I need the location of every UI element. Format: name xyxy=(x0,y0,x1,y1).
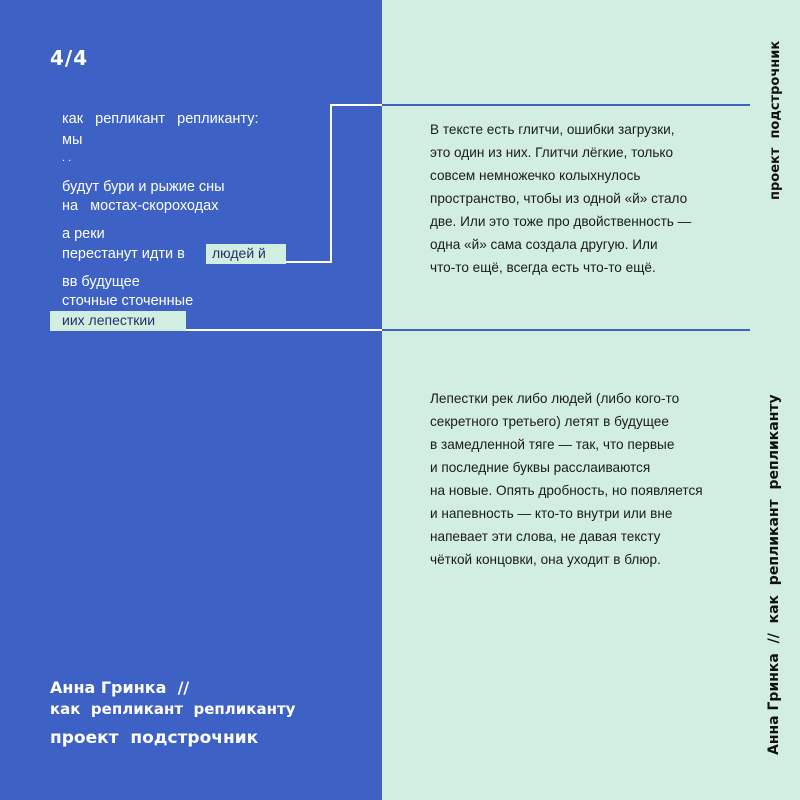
paragraph-line: и напевность — кто-то внутри или вне xyxy=(430,506,673,521)
connector-line xyxy=(382,329,750,331)
commentary-paragraph xyxy=(430,387,750,571)
vertical-project-label: проект подстрочник xyxy=(768,40,783,200)
paragraph-line: в замедленной тяге — так, что первые xyxy=(430,437,675,452)
poem-line: как репликант репликанту: xyxy=(62,111,259,127)
poem-line: вв будущее xyxy=(62,274,140,290)
poem-line: на мостах-скороходах xyxy=(62,198,219,214)
page-counter: 4/4 xyxy=(50,46,89,70)
poem-line: сточные сточенные xyxy=(62,293,194,309)
poem-highlight: иих лепесткии xyxy=(50,311,186,331)
connector-line xyxy=(186,329,382,331)
paragraph-line: В тексте есть глитчи, ошибки загрузки, xyxy=(430,122,675,137)
paragraph-line: секретного третьего) летят в будущее xyxy=(430,414,669,429)
poem-line: перестанут идти в xyxy=(62,246,185,262)
poem-highlight: людей й xyxy=(206,244,286,264)
paragraph-line: две. Или это тоже про двойственность — xyxy=(430,214,692,229)
author-name: Анна Гринка // xyxy=(50,678,190,697)
paragraph-line: на новые. Опять дробность, но появляется xyxy=(430,483,703,498)
vertical-credits-label: Анна Гринка // как репликант репликанту xyxy=(766,394,782,755)
commentary-paragraph xyxy=(430,118,750,279)
paragraph-line: и последние буквы расслаиваются xyxy=(430,460,651,475)
poem-line: мы xyxy=(62,132,83,148)
paragraph-line: совсем немножечко колыхнулось xyxy=(430,168,641,183)
paragraph-line: пространство, чтобы из одной «й» стало xyxy=(430,191,688,206)
poem-line: а реки xyxy=(62,226,105,242)
connector-line xyxy=(332,104,382,106)
paragraph-line: Лепестки рек либо людей (либо кого-то xyxy=(430,391,680,406)
connector-line xyxy=(286,261,332,263)
connector-line xyxy=(330,104,332,263)
project-name: проект подстрочник xyxy=(50,728,259,748)
paragraph-line: это один из них. Глитчи лёгкие, только xyxy=(430,145,674,160)
paragraph-line: напевает эти слова, не давая тексту xyxy=(430,529,661,544)
paragraph-line: что-то ещё, всегда есть что-то ещё. xyxy=(430,260,656,275)
poem-line: . . xyxy=(62,152,72,164)
poem-title: как репликант репликанту xyxy=(50,700,296,718)
connector-line xyxy=(382,104,750,106)
paragraph-line: чёткой концовки, она уходит в блюр. xyxy=(430,552,661,567)
paragraph-line: одна «й» сама создала другую. Или xyxy=(430,237,658,252)
poem-line: будут бури и рыжие сны xyxy=(62,179,225,195)
